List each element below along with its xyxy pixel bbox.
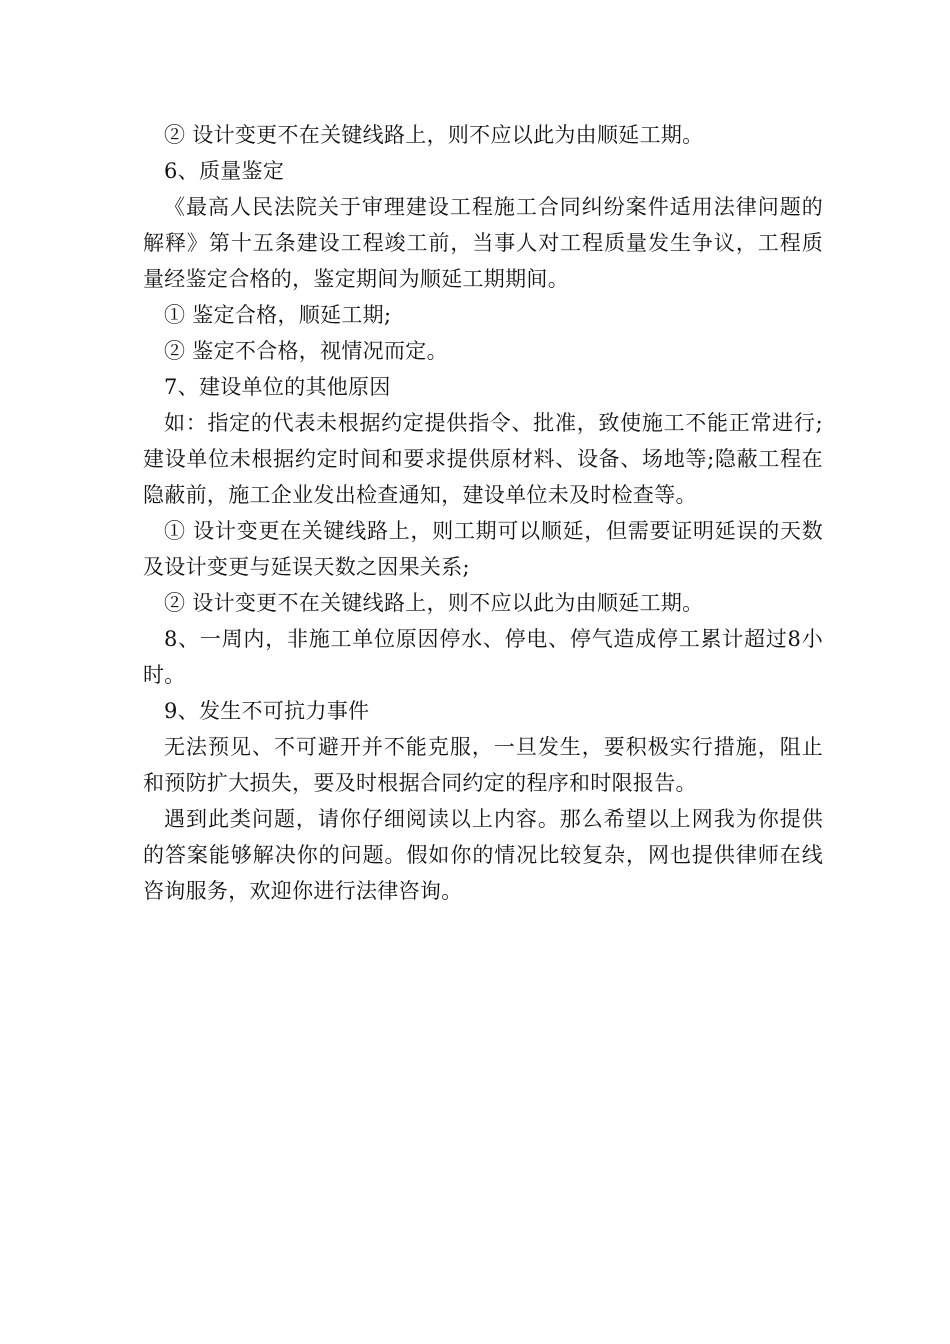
paragraph-supreme-court-interpretation: 《最高人民法院关于审理建设工程施工合同纠纷案件适用法律问题的解释》第十五条建设工程竣工前，当事人对工程质量发生争议，工程质量经鉴定合格的，鉴定期间为顺延工期期间。 [143,195,823,291]
paragraph-owner-reason-examples: 如：指定的代表未根据约定提供指令、批准，致使施工不能正常进行;建设单位未根据约定时间和要求提供原材料、设备、场地等;隐蔽工程在隐蔽前，施工企业发出检查通知，建设单位未及时检查等。 [143,411,823,507]
heading-other-owner-reasons: 7、建设单位的其他原因 [164,375,391,399]
paragraph-force-majeure-detail: 无法预见、不可避开并不能克服，一旦发生，要积极实行措施，阻止和预防扩大损失，要及时根据合同约定的程序和时限报告。 [143,735,823,795]
heading-utility-outage: 8、一周内，非施工单位原因停水、停电、停气造成停工累计超过8小时。 [143,627,823,687]
document-body [143,117,823,909]
list-item-appraisal-fail: ② 鉴定不合格，视情况而定。 [164,339,448,363]
paragraph-closing-note: 遇到此类问题，请你仔细阅读以上内容。那么希望以上网我为你提供的答案能够解决你的问题。假如你的情况比较复杂，网也提供律师在线咨询服务，欢迎你进行法律咨询。 [143,807,823,903]
list-item-design-change-critical: ① 设计变更在关键线路上，则工期可以顺延，但需要证明延误的天数及设计变更与延误天数之因果关系; [143,519,823,579]
list-item-design-change-noncritical: ② 设计变更不在关键线路上，则不应以此为由顺延工期。 [164,591,704,615]
paragraph-design-change-noncritical: ② 设计变更不在关键线路上，则不应以此为由顺延工期。 [164,123,704,147]
heading-force-majeure: 9、发生不可抗力事件 [164,699,370,723]
list-item-appraisal-pass: ① 鉴定合格，顺延工期; [164,303,392,327]
heading-quality-appraisal: 6、质量鉴定 [164,159,285,183]
